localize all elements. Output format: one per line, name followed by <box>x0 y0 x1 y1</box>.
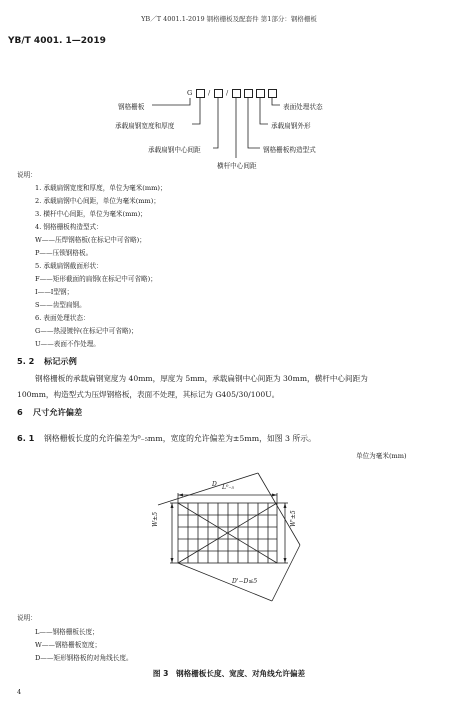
figure-label-Ddiff: D'−D≤5 <box>232 578 258 585</box>
label-bar-shape: 承载扁钢外形 <box>271 122 311 130</box>
notes1-item-6: P——压锁钢格板。 <box>35 249 93 257</box>
notes1-item-1: 1. 承载扁钢宽度和厚度，单位为毫米(mm)； <box>35 184 167 192</box>
notes1-item-10: S——齿型扁钢。 <box>35 301 86 309</box>
unit-note: 单位为毫米(mm) <box>356 452 407 460</box>
dim-D-ext2 <box>258 473 300 545</box>
section-5-2-title: 标记示例 <box>44 356 77 366</box>
figure-label-W-right: W'±5 <box>290 510 297 527</box>
section-5-2-para-line2: 100mm，构造型式为压焊钢格板，表面不处理，其标记为 G405/30/100U。 <box>17 390 280 399</box>
section-5-2-number: 5. 2 <box>17 356 35 366</box>
figure-3-caption: 图 3 钢格栅板长度、宽度、对角线允许偏差 <box>152 669 306 678</box>
dim-Dprime-ext2 <box>272 545 300 601</box>
label-grating: 钢格栅板 <box>118 103 145 111</box>
notes2-title: 说明： <box>17 614 37 622</box>
page-number: 4 <box>17 688 22 696</box>
notes1-title: 说明： <box>17 171 37 179</box>
section-6-number: 6 <box>17 407 23 417</box>
standard-number: YB/T 4001. 1—2019 <box>8 36 106 46</box>
notes1-item-4: 4. 钢格栅板构造型式： <box>35 223 103 231</box>
notes1-item-9: I——I型钢； <box>35 288 74 296</box>
notes1-item-5: W——压焊钢格板(在标记中可省略)； <box>35 236 146 244</box>
figure-label-D: D <box>212 481 217 488</box>
slash-1: / <box>208 89 211 97</box>
notes1-item-13: U——表面不作处理。 <box>35 340 100 348</box>
running-header: YB／T 4001.1-2019 钢格栅板及配套件 第1部分：钢格栅板 <box>141 15 317 23</box>
notes1-item-2: 2. 承载扁钢中心间距，单位为毫米(mm)； <box>35 197 160 205</box>
notes1-item-3: 3. 横杆中心间距，单位为毫米(mm)； <box>35 210 147 218</box>
notes1-item-11: 6. 表面处理状态： <box>35 314 90 322</box>
dim-Dprime-ext <box>178 563 272 601</box>
designation-leader-lines <box>0 0 458 180</box>
label-cross-bar-spacing: 横杆中心间距 <box>217 162 257 170</box>
notes1-item-12: G——热浸镀锌(在标记中可省略)； <box>35 327 138 335</box>
notes1-item-7: 5. 承载扁钢截面形状： <box>35 262 103 270</box>
section-6-title: 尺寸允许偏差 <box>33 407 83 417</box>
notes1-item-8: F——矩形截面的扁钢(在标记中可省略)； <box>35 275 157 283</box>
section-6-1-text: 钢格栅板长度的允许偏差为⁰₋₅mm，宽度的允许偏差为±5mm，如图 3 所示。 <box>44 434 316 443</box>
designation-prefix: G <box>187 89 193 97</box>
figure-label-W-left: W±5 <box>152 511 159 527</box>
section-6-1-number: 6. 1 <box>17 433 35 443</box>
label-construction-type: 钢格栅板构造型式 <box>263 146 316 154</box>
label-surface-treatment: 表面处理状态 <box>283 103 323 111</box>
slash-2: / <box>226 89 229 97</box>
notes2-item-1: L——钢格栅板长度； <box>35 628 99 636</box>
dim-D-ext <box>158 473 258 505</box>
label-bar-center-spacing: 承载扁钢中心间距 <box>148 146 201 154</box>
section-5-2-para-line1: 钢格栅板的承载扁钢宽度为 40mm，厚度为 5mm，承载扁钢中心间距为 30mm，横杆中心间距为 <box>35 374 368 383</box>
label-bar-width-thickness: 承载扁钢宽度和厚度 <box>115 122 175 130</box>
figure-label-L: L⁰₋₅ <box>222 484 234 491</box>
notes2-item-3: D——矩形钢格板的对角线长度。 <box>35 654 133 662</box>
notes2-item-2: W——钢格栅板宽度； <box>35 641 102 649</box>
